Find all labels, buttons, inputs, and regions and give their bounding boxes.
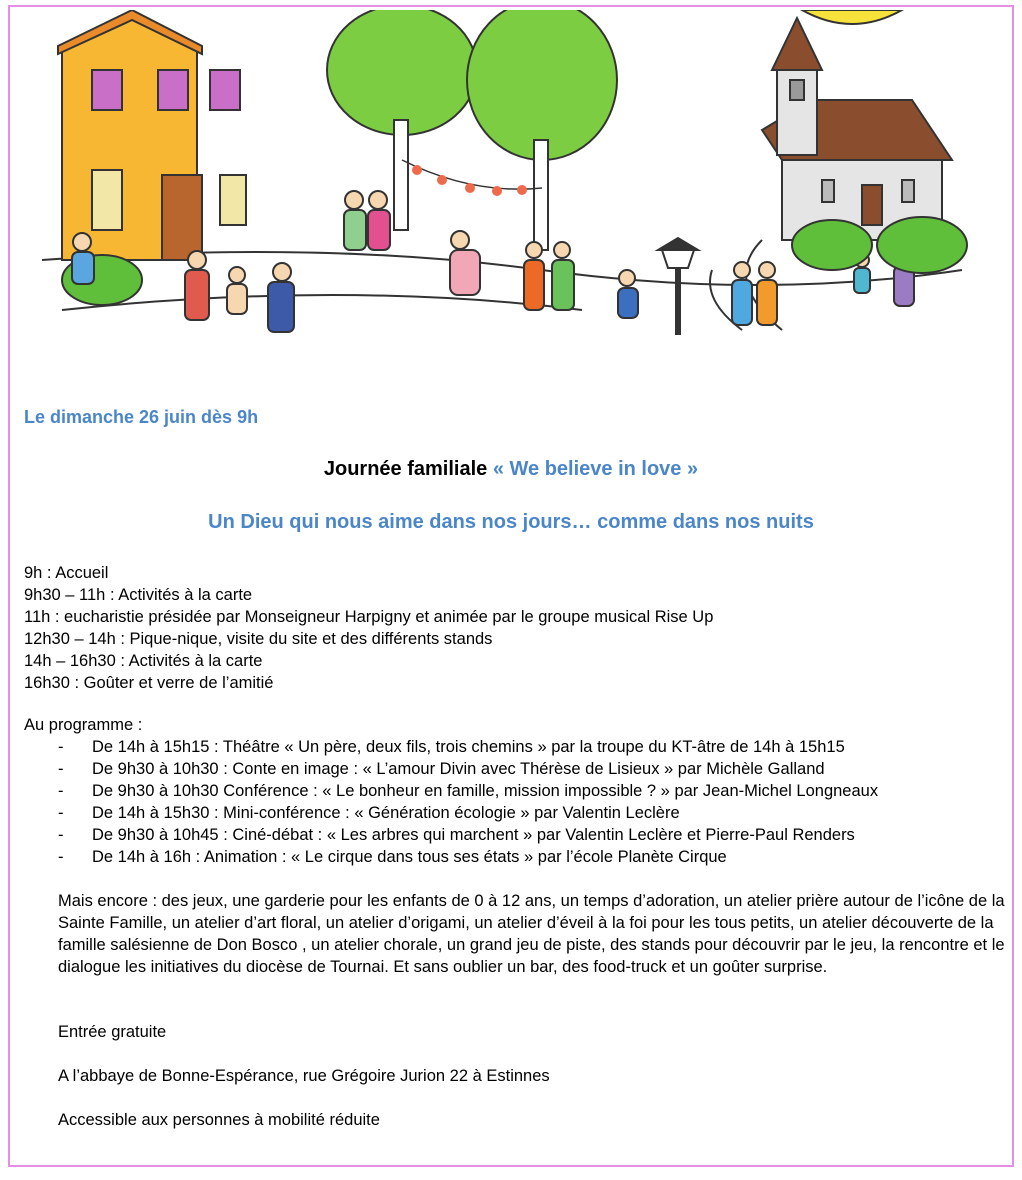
bullet-dash: - [58, 782, 64, 800]
program-item [58, 780, 878, 802]
bullet-dash: - [58, 738, 64, 756]
village-illustration [22, 10, 982, 335]
event-subtitle: Un Dieu qui nous aime dans nos jours… comme dans nos nuits [208, 511, 814, 533]
event-date: Le dimanche 26 juin dès 9h [24, 407, 259, 427]
program-item [58, 736, 878, 758]
program-item-text: De 9h30 à 10h30 Conférence : « Le bonheur en famille, mission impossible ? » par Jean-Michel Longneaux [92, 782, 879, 800]
program-list [58, 736, 878, 868]
sun-shape [802, 10, 902, 24]
program-heading: Au programme : [24, 716, 143, 734]
bullet-dash: - [58, 826, 64, 844]
program-item [58, 758, 878, 780]
program-item-text: De 14h à 15h30 : Mini-conférence : « Génération écologie » par Valentin Leclère [92, 804, 680, 822]
location-info: A l’abbaye de Bonne-Espérance, rue Grégoire Jurion 22 à Estinnes [58, 1067, 550, 1085]
program-item [58, 846, 878, 868]
program-item-text: De 9h30 à 10h30 : Conte en image : « L’amour Divin avec Thérèse de Lisieux » par Michèle Galland [92, 760, 825, 778]
schedule-line: 14h – 16h30 : Activités à la carte [24, 652, 263, 670]
schedule-line: 9h30 – 11h : Activités à la carte [24, 586, 253, 604]
program-item [58, 824, 878, 846]
more-activities-paragraph: Mais encore : des jeux, une garderie pour les enfants de 0 à 12 ans, un temps d’adoration, un atelier prière autour de l’icône de la Sainte Famille, un atelier d’art floral, un atelier d’origami, un atelier d’éveil à la foi pour les tous petits, un atelier découverte de la famille salésienne de Don Bosco , un atelier chorale, un grand jeu de piste, des stands pour découvrir par le jeu, la rencontre et le dialogue les initiatives du diocèse de Tournai. Et sans oublier un bar, des food-truck et un goûter surprise. [58, 892, 1005, 976]
program-item-text: De 14h à 15h15 : Théâtre « Un père, deux fils, trois chemins » par la troupe du KT-âtre de 14h à 15h15 [92, 738, 845, 756]
event-title [0, 458, 1022, 481]
church-drawing [762, 18, 952, 240]
event-title-prefix: Journée familiale [323, 458, 488, 480]
entry-info: Entrée gratuite [58, 1023, 167, 1041]
program-item [58, 802, 878, 824]
program-item-text: De 9h30 à 10h45 : Ciné-débat : « Les arbres qui marchent » par Valentin Leclère et Pierre-Paul Renders [92, 826, 855, 844]
schedule-line: 9h : Accueil [24, 564, 109, 582]
schedule-line: 12h30 – 14h : Pique-nique, visite du site et des différents stands [24, 630, 493, 648]
accessibility-info: Accessible aux personnes à mobilité réduite [58, 1111, 380, 1129]
bullet-dash: - [58, 760, 64, 778]
program-item-text: De 14h à 16h : Animation : « Le cirque dans tous ses états » par l’école Planète Cirque [92, 848, 727, 866]
house-drawing [58, 10, 246, 260]
lamp-drawing [658, 238, 698, 335]
event-title-highlight: « We believe in love » [492, 458, 699, 480]
schedule-line: 16h30 : Goûter et verre de l’amitié [24, 674, 274, 692]
schedule-line: 11h : eucharistie présidée par Monseigneur Harpigny et animée par le groupe musical Rise Up [24, 608, 714, 626]
bullet-dash: - [58, 804, 64, 822]
bullet-dash: - [58, 848, 64, 866]
schedule-list [24, 562, 713, 694]
